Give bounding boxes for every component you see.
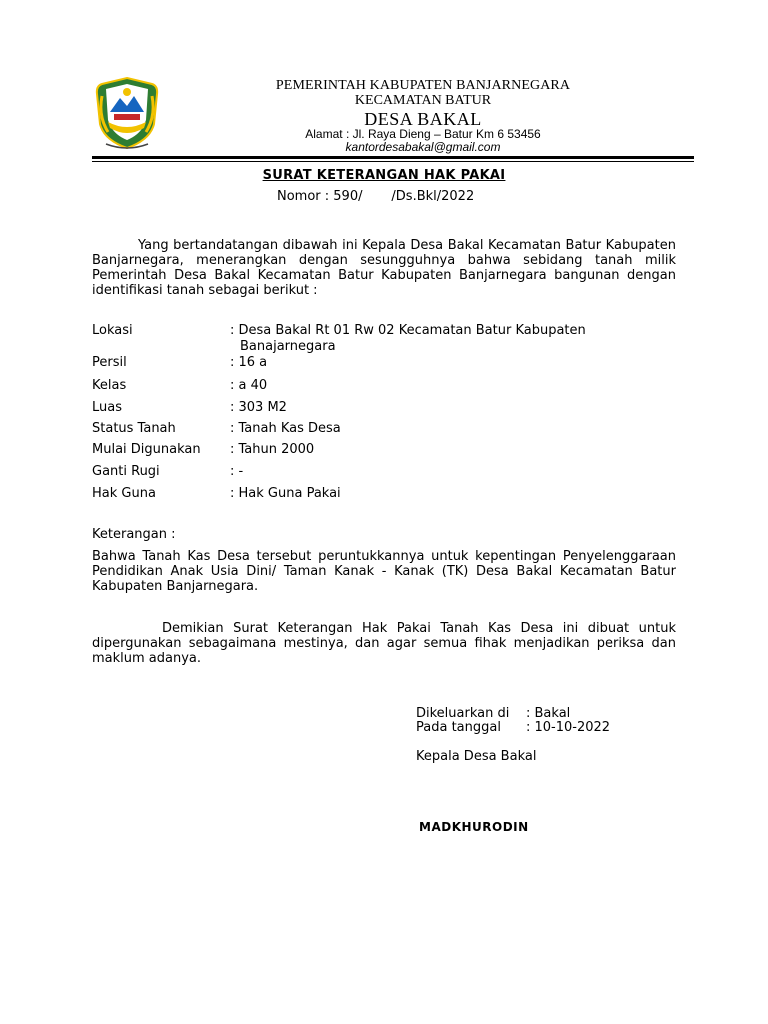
field-label: Luas bbox=[92, 400, 122, 415]
field-value: : - bbox=[230, 464, 244, 479]
signatory-name: MADKHURODIN bbox=[419, 820, 529, 834]
issued-value: : Bakal bbox=[526, 706, 571, 721]
field-label: Hak Guna bbox=[92, 486, 156, 501]
header-rule-thin bbox=[92, 161, 694, 162]
field-label: Persil bbox=[92, 355, 127, 370]
date-value: : 10-10-2022 bbox=[526, 720, 611, 735]
issued-date-line bbox=[416, 720, 610, 735]
field-value: : Tahun 2000 bbox=[230, 442, 315, 457]
regency-crest-icon bbox=[94, 76, 160, 152]
issued-label: Dikeluarkan di bbox=[416, 706, 510, 721]
field-label: Status Tanah bbox=[92, 421, 176, 436]
letterhead-village: DESA BAKAL bbox=[364, 109, 482, 129]
field-label: Ganti Rugi bbox=[92, 464, 160, 479]
issued-at-line bbox=[416, 706, 570, 721]
document-number: Nomor : 590/ /Ds.Bkl/2022 bbox=[277, 189, 475, 204]
field-value: : 16 a bbox=[230, 355, 268, 370]
field-value: : Hak Guna Pakai bbox=[230, 486, 341, 501]
field-value: : Desa Bakal Rt 01 Rw 02 Kecamatan Batur Kabupaten bbox=[230, 323, 586, 338]
document-title: SURAT KETERANGAN HAK PAKAI bbox=[262, 168, 506, 183]
field-value-continued: Banajarnegara bbox=[240, 339, 336, 354]
letterhead-email: kantordesabakal@gmail.com bbox=[345, 140, 501, 154]
keterangan-paragraph: Bahwa Tanah Kas Desa tersebut peruntukkannya untuk kepentingan Penyelenggaraan Pendidikan Anak Usia Dini/ Taman Kanak - Kanak (TK) Desa Bakal Kecamatan Batur Kabupaten Banjarnegara. bbox=[92, 549, 676, 594]
field-value: : a 40 bbox=[230, 378, 268, 393]
closing-paragraph: Demikian Surat Keterangan Hak Pakai Tanah Kas Desa ini dibuat untuk dipergunakan sebagaimana mestinya, dan agar semua fihak menjadikan periksa dan maklum adanya. bbox=[92, 621, 676, 666]
letterhead-government: PEMERINTAH KABUPATEN BANJARNEGARA bbox=[275, 78, 571, 93]
field-label: Lokasi bbox=[92, 323, 133, 338]
letterhead-district: KECAMATAN BATUR bbox=[354, 93, 492, 108]
header-rule-thick bbox=[92, 156, 694, 159]
letterhead-address: Alamat : Jl. Raya Dieng – Batur Km 6 53456 bbox=[305, 127, 541, 141]
intro-paragraph: Yang bertandatangan dibawah ini Kepala Desa Bakal Kecamatan Batur Kabupaten Banjarnegara, menerangkan dengan sesungguhnya bahwa sebidang tanah milik Pemerintah Desa Bakal Kecamatan Batur Kabupaten Banjarnegara bangunan dengan identifikasi tanah sebagai berikut : bbox=[92, 238, 676, 298]
keterangan-label: Keterangan : bbox=[92, 527, 176, 542]
signatory-position: Kepala Desa Bakal bbox=[416, 749, 537, 764]
field-label: Mulai Digunakan bbox=[92, 442, 201, 457]
date-label: Pada tanggal bbox=[416, 720, 501, 735]
field-value: : 303 M2 bbox=[230, 400, 287, 415]
field-label: Kelas bbox=[92, 378, 127, 393]
field-value: : Tanah Kas Desa bbox=[230, 421, 341, 436]
